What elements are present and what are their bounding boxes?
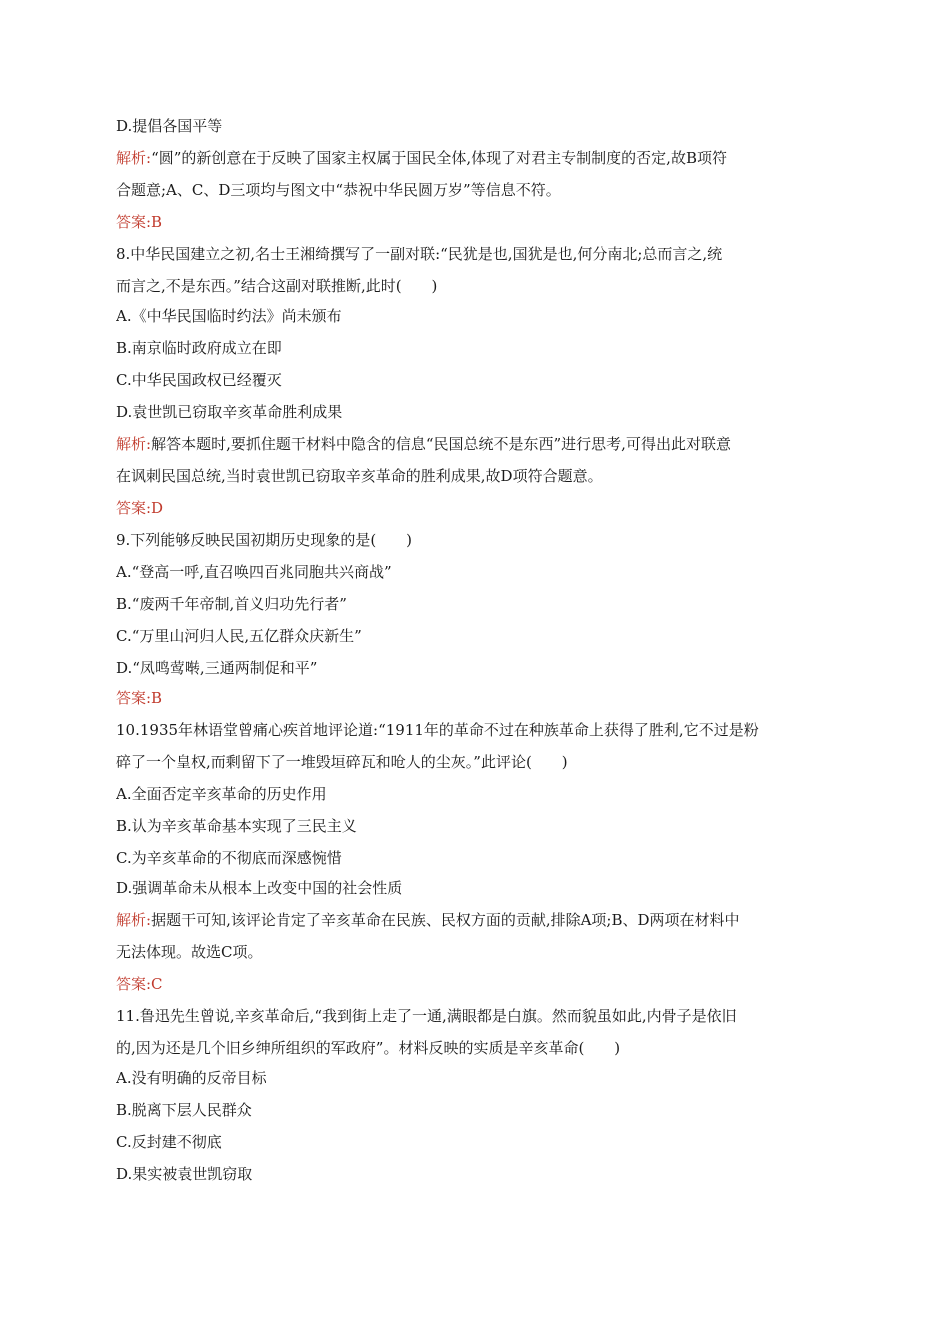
line-text: 无法体现。故选C项。: [116, 943, 263, 961]
line-text: B.“废两千年帝制,首义归功先行者”: [116, 595, 347, 613]
line-text: D.提倡各国平等: [116, 117, 223, 135]
line-text: D.“凤鸣莺啭,三通两制促和平”: [116, 659, 318, 677]
text-line: [116, 848, 836, 868]
line-text: A.“登高一呼,直召唤四百兆同胞共兴商战”: [116, 563, 392, 581]
line-text: B.南京临时政府成立在即: [116, 339, 282, 357]
text-line: [116, 1164, 836, 1184]
text-line: [116, 816, 836, 836]
text-line: [116, 530, 836, 550]
text-line: [116, 784, 836, 804]
text-line: [116, 148, 836, 168]
line-text: 据题干可知,该评论肯定了辛亥革命在民族、民权方面的贡献,排除A项;B、D两项在材料中: [151, 911, 740, 929]
text-line: [116, 434, 836, 454]
text-line: [116, 688, 836, 708]
text-line: [116, 498, 836, 518]
answer-label: 答案:B: [116, 213, 163, 231]
line-text: C.反封建不彻底: [116, 1133, 222, 1151]
answer-label: 答案:B: [116, 689, 163, 707]
text-line: [116, 878, 836, 898]
line-text: A.全面否定辛亥革命的历史作用: [116, 785, 327, 803]
line-text: A.没有明确的反帝目标: [116, 1069, 267, 1087]
line-text: 而言之,不是东西。”结合这副对联推断,此时( ): [116, 277, 438, 295]
line-text: 解答本题时,要抓住题干材料中隐含的信息“民国总统不是东西”进行思考,可得出此对联意: [151, 435, 731, 453]
text-line: [116, 338, 836, 358]
text-line: [116, 720, 836, 740]
line-text: C.“万里山河归人民,五亿群众庆新生”: [116, 627, 362, 645]
line-text: C.为辛亥革命的不彻底而深感惋惜: [116, 849, 342, 867]
line-text: D.袁世凯已窃取辛亥革命胜利成果: [116, 403, 343, 421]
text-line: [116, 562, 836, 582]
analysis-label: 解析:: [116, 911, 152, 929]
text-line: [116, 402, 836, 422]
text-line: [116, 1006, 836, 1026]
line-text: “圆”的新创意在于反映了国家主权属于国民全体,体现了对君主专制制度的否定,故B项符: [151, 149, 727, 167]
answer-label: 答案:D: [116, 499, 164, 517]
text-line: [116, 974, 836, 994]
line-text: 碎了一个皇权,而剩留下了一堆毁垣碎瓦和呛人的尘灰。”此评论( ): [116, 753, 568, 771]
text-line: [116, 306, 836, 326]
text-line: [116, 466, 836, 486]
text-line: [116, 658, 836, 678]
line-text: 11.鲁迅先生曾说,辛亥革命后,“我到街上走了一通,满眼都是白旗。然而貌虽如此,内骨子是依旧: [116, 1007, 737, 1025]
line-text: B.脱离下层人民群众: [116, 1101, 252, 1119]
line-text: 8.中华民国建立之初,名士王湘绮撰写了一副对联:“民犹是也,国犹是也,何分南北;总而言之,统: [116, 245, 723, 263]
text-line: [116, 626, 836, 646]
line-text: 9.下列能够反映民国初期历史现象的是( ): [116, 531, 413, 549]
line-text: 在讽刺民国总统,当时袁世凯已窃取辛亥革命的胜利成果,故D项符合题意。: [116, 467, 603, 485]
text-line: [116, 370, 836, 390]
text-line: [116, 180, 836, 200]
text-line: [116, 752, 836, 772]
analysis-label: 解析:: [116, 435, 152, 453]
line-text: C.中华民国政权已经覆灭: [116, 371, 282, 389]
text-line: [116, 212, 836, 232]
text-line: [116, 942, 836, 962]
text-line: [116, 1038, 836, 1058]
line-text: 10.1935年林语堂曾痛心疾首地评论道:“1911年的革命不过在种族革命上获得了胜利,它不过是粉: [116, 721, 759, 739]
text-line: [116, 116, 836, 136]
line-text: A.《中华民国临时约法》尚未颁布: [116, 307, 342, 325]
line-text: D.果实被袁世凯窃取: [116, 1165, 253, 1183]
answer-label: 答案:C: [116, 975, 163, 993]
text-line: [116, 594, 836, 614]
analysis-label: 解析:: [116, 149, 152, 167]
text-line: [116, 1132, 836, 1152]
line-text: 的,因为还是几个旧乡绅所组织的军政府”。材料反映的实质是辛亥革命( ): [116, 1039, 621, 1057]
line-text: D.强调革命未从根本上改变中国的社会性质: [116, 879, 403, 897]
text-line: [116, 1068, 836, 1088]
line-text: 合题意;A、C、D三项均与图文中“恭祝中华民圆万岁”等信息不符。: [116, 181, 561, 199]
text-line: [116, 276, 836, 296]
text-line: [116, 244, 836, 264]
text-line: [116, 910, 836, 930]
line-text: B.认为辛亥革命基本实现了三民主义: [116, 817, 357, 835]
text-line: [116, 1100, 836, 1120]
